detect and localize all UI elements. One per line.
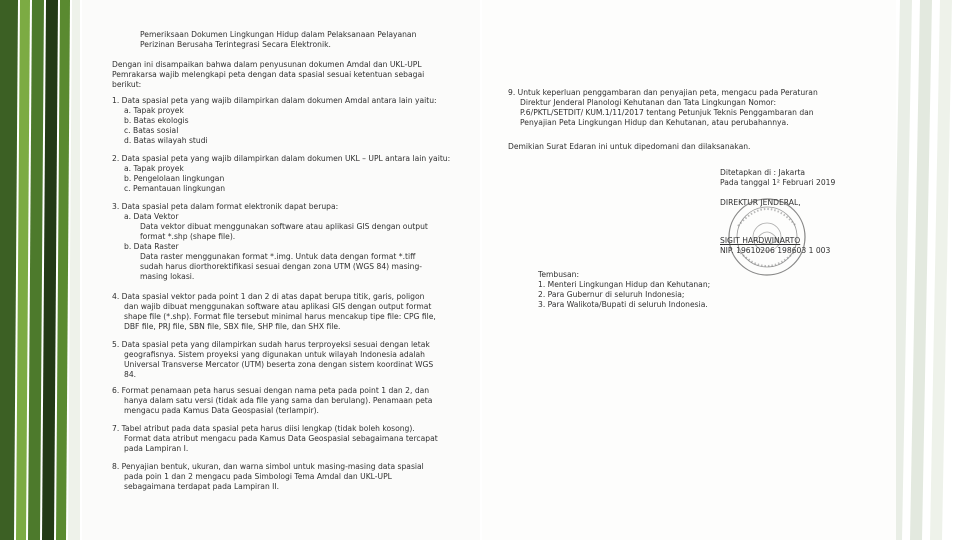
signature-place: Ditetapkan di : Jakarta (720, 168, 806, 177)
intro-paragraph: Dengan ini disampaikan bahwa dalam penyusunan dokumen Amdal dan UKL-UPL Pemrakarsa wajib melengkapi peta dengan data spasial sesuai ketentuan sebagai berikut: (112, 60, 425, 89)
signature-name: SIGIT HARDWINARTO (720, 236, 801, 245)
list-item-5: 5. Data spasial peta yang dilampirkan sudah harus terproyeksi sesuai dengan letak geografisnya. Sistem proyeksi yang digunakan untuk wilayah Indonesia adalah Universal Transverse Mercator (UTM) beserta zona dengan sistem koordinat WGS 84. (112, 340, 434, 379)
document-page-left (82, 0, 480, 540)
signature-date: Pada tanggal 1² Februari 2019 (720, 178, 836, 187)
document-page-right (482, 0, 896, 540)
document-heading: Pemeriksaan Dokumen Lingkungan Hidup dalam Pelaksanaan Pelayanan Perizinan Berusaha Terintegrasi Secara Elektronik. (140, 30, 417, 49)
list-item-8: 8. Penyajian bentuk, ukuran, dan warna simbol untuk masing-masing data spasial pada poin 1 dan 2 mengacu pada Simbologi Tema Amdal dan UKL-UPL sebagaimana terdapat pada Lampiran II. (112, 462, 424, 491)
list-item-2: 2. Data spasial peta yang wajib dilampirkan dalam dokumen UKL – UPL antara lain yaitu: a. Tapak proyek b. Pengelolaan lingkungan c. Pemantauan lingkungan (112, 154, 451, 193)
cc-list (538, 270, 710, 310)
cc-item: 1. Menteri Lingkungan Hidup dan Kehutanan; (538, 280, 711, 289)
cc-title: Tembusan: (538, 270, 580, 279)
list-item-1: 1. Data spasial peta yang wajib dilampirkan dalam dokumen Amdal antara lain yaitu: a. Tapak proyek b. Batas ekologis c. Batas sosial d. Batas wilayah studi (112, 96, 437, 145)
cc-item: 3. Para Walikota/Bupati di seluruh Indonesia. (538, 300, 708, 309)
decorative-stripes-right (896, 0, 960, 540)
list-item-4: 4. Data spasial vektor pada point 1 dan 2 di atas dapat berupa titik, garis, poligon dan wajib dibuat menggunakan software atau aplikasi GIS dengan output format shape file (*.shp). Format file tersebut minimal harus mencakup tipe file: CPG file, DBF file, PRJ file, SBN file, SBX file, SHP file, dan SHX file. (112, 292, 436, 331)
signature-nip: NIP. 19610206 198603 1 003 (720, 246, 831, 255)
signature-title: DIREKTUR JENDERAL, (720, 198, 801, 207)
list-item-9: 9. Untuk keperluan penggambaran dan penyajian peta, mengacu pada Peraturan Direktur Jenderal Planologi Kehutanan dan Tata Lingkungan Nomor: P.6/PKTL/SETDIT/ KUM.1/11/2017 tentang Petunjuk Teknis Penggambaran dan Penyajian Peta Lingkungan Hidup dan Kehutanan, atau perubahannya. (508, 88, 818, 127)
list-item-7: 7. Tabel atribut pada data spasial peta harus diisi lengkap (tidak boleh kosong). Format data atribut mengacu pada Kamus Data Geospasial sebagaimana tercapat pada Lampiran I. (112, 424, 438, 453)
list-item-6: 6. Format penamaan peta harus sesuai dengan nama peta pada point 1 dan 2, dan hanya dalam satu versi (tidak ada file yang sama dan berulang). Penamaan peta mengacu pada Kamus Data Geospasial (terlampir). (112, 386, 433, 415)
decorative-stripes-left (0, 0, 80, 540)
list-item-3: 3. Data spasial peta dalam format elektronik dapat berupa: a. Data Vektor Data vektor dibuat menggunakan software atau aplikasi GIS dengan output format *.shp (shape file). b. Data Raster Data raster menggunakan format *.img. Untuk data dengan format *.tiff sudah harus diorthorektifikasi sesuai dengan zona UTM (WGS 84) masing- masing lokasi. (112, 202, 428, 281)
cc-item: 2. Para Gubernur di seluruh Indonesia; (538, 290, 685, 299)
official-seal-icon (726, 196, 808, 278)
closing-statement: Demikian Surat Edaran ini untuk dipedomani dan dilaksanakan. (508, 142, 751, 151)
